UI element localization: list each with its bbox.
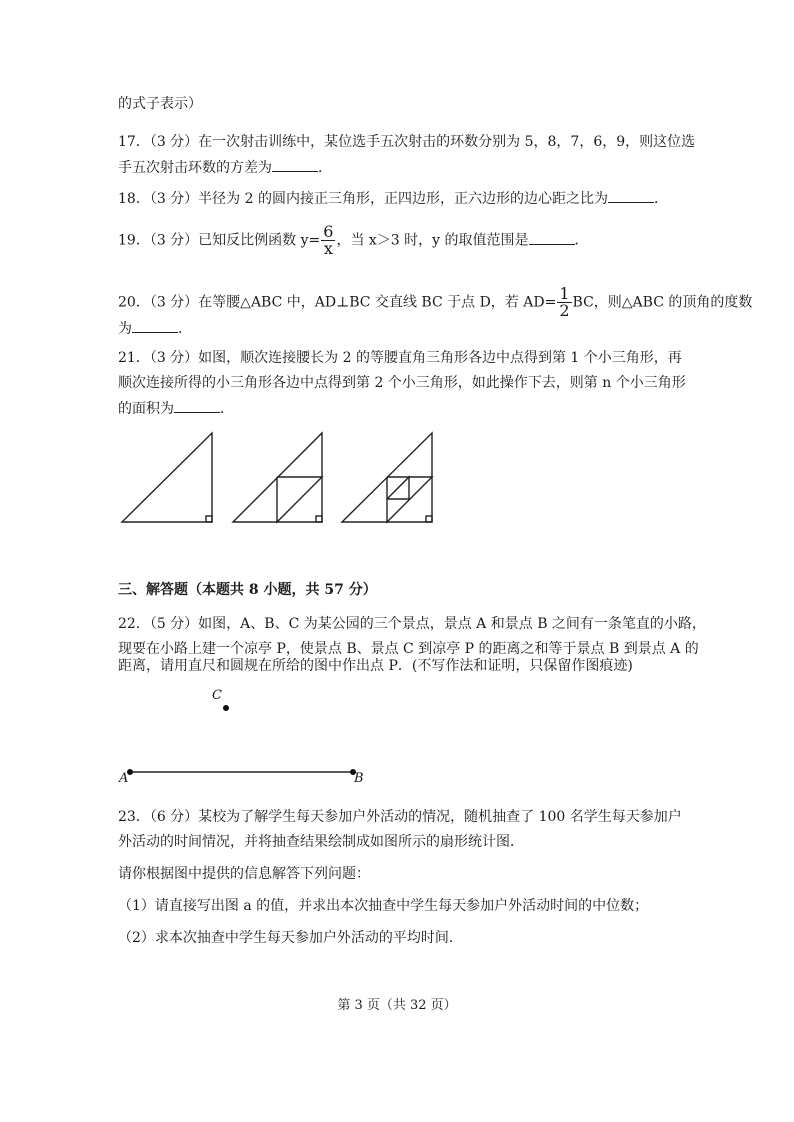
question-23-line-1: 23．（6 分）某校为了解学生每天参加户外活动的情况，随机抽查了 100 名学生每天参加户	[118, 809, 682, 825]
label-b: B	[354, 771, 364, 786]
text: BC，则△ABC 的顶角的度数	[572, 294, 753, 311]
label-a: A	[119, 771, 129, 786]
text: 19．（3 分）已知反比例函数 y=	[118, 232, 321, 249]
question-22-line-2: 现要在小路上建一个凉亭 P，使景点 B、景点 C 到凉亭 P 的距离之和等于景点 B 到景点 A 的	[118, 641, 699, 657]
question-22-line-1: 22．（5 分）如图，A、B、C 为某公园的三个景点，景点 A 和景点 B 之间有一条笔直的小路，	[118, 616, 706, 632]
numerator: 6	[323, 222, 334, 241]
text: ．	[220, 401, 234, 417]
question-23-line-2: 外活动的时间情况，并将抽查结果绘制成如图所示的扇形统计图．	[118, 834, 524, 850]
denominator: x	[323, 239, 333, 258]
text: 手五次射击环数的方差为	[118, 160, 272, 176]
section-heading: 三、解答题（本题共 8 小题，共 57 分）	[118, 582, 377, 598]
text: 的面积为	[118, 401, 174, 417]
text: ．	[574, 232, 589, 249]
text: ，当 x＞3 时，y 的取值范围是	[336, 232, 529, 249]
point-c-dot	[223, 705, 229, 711]
question-21-line-2: 顺次连接所得的小三角形各边中点得到第 2 个小三角形，如此操作下去，则第 n 个小三角形	[118, 375, 686, 391]
numerator: 1	[559, 284, 570, 303]
question-17-line-1: 17．（3 分）在一次射击训练中，某位选手五次射击的环数分别为 5，8，7，6，9，则这位选	[118, 134, 696, 150]
text: 18．（3 分）半径为 2 的圆内接正三角形，正四边形，正六边形的边心距之比为	[118, 191, 608, 207]
question-23-line-3: 请你根据图中提供的信息解答下列问题：	[118, 866, 370, 882]
question-21-line-1: 21．（3 分）如图，顺次连接腰长为 2 的等腰直角三角形各边中点得到第 1 个小三角形，再	[118, 350, 682, 366]
text: ．	[653, 191, 668, 207]
question-22-line-3: 距离，请用直尺和圆规在所给的图中作出点 P．(不写作法和证明，只保留作图痕迹)	[118, 658, 633, 674]
page-footer: 第 3 页（共 32 页）	[337, 998, 457, 1013]
question-23-line-5: （2）求本次抽查中学生每天参加户外活动的平均时间．	[118, 930, 463, 946]
text: ．	[178, 321, 192, 337]
label-c: C	[212, 688, 222, 703]
question-23-line-4: （1）请直接写出图 a 的值，并求出本次抽查中学生每天参加户外活动时间的中位数；	[118, 898, 649, 914]
text-line: 的式子表示）	[118, 96, 202, 112]
text: ．	[318, 160, 332, 176]
text: 20．（3 分）在等腰△ABC 中，AD⊥BC 交直线 BC 于点 D，若 AD=	[118, 294, 557, 311]
denominator: 2	[559, 301, 570, 320]
text: 为	[118, 321, 132, 337]
